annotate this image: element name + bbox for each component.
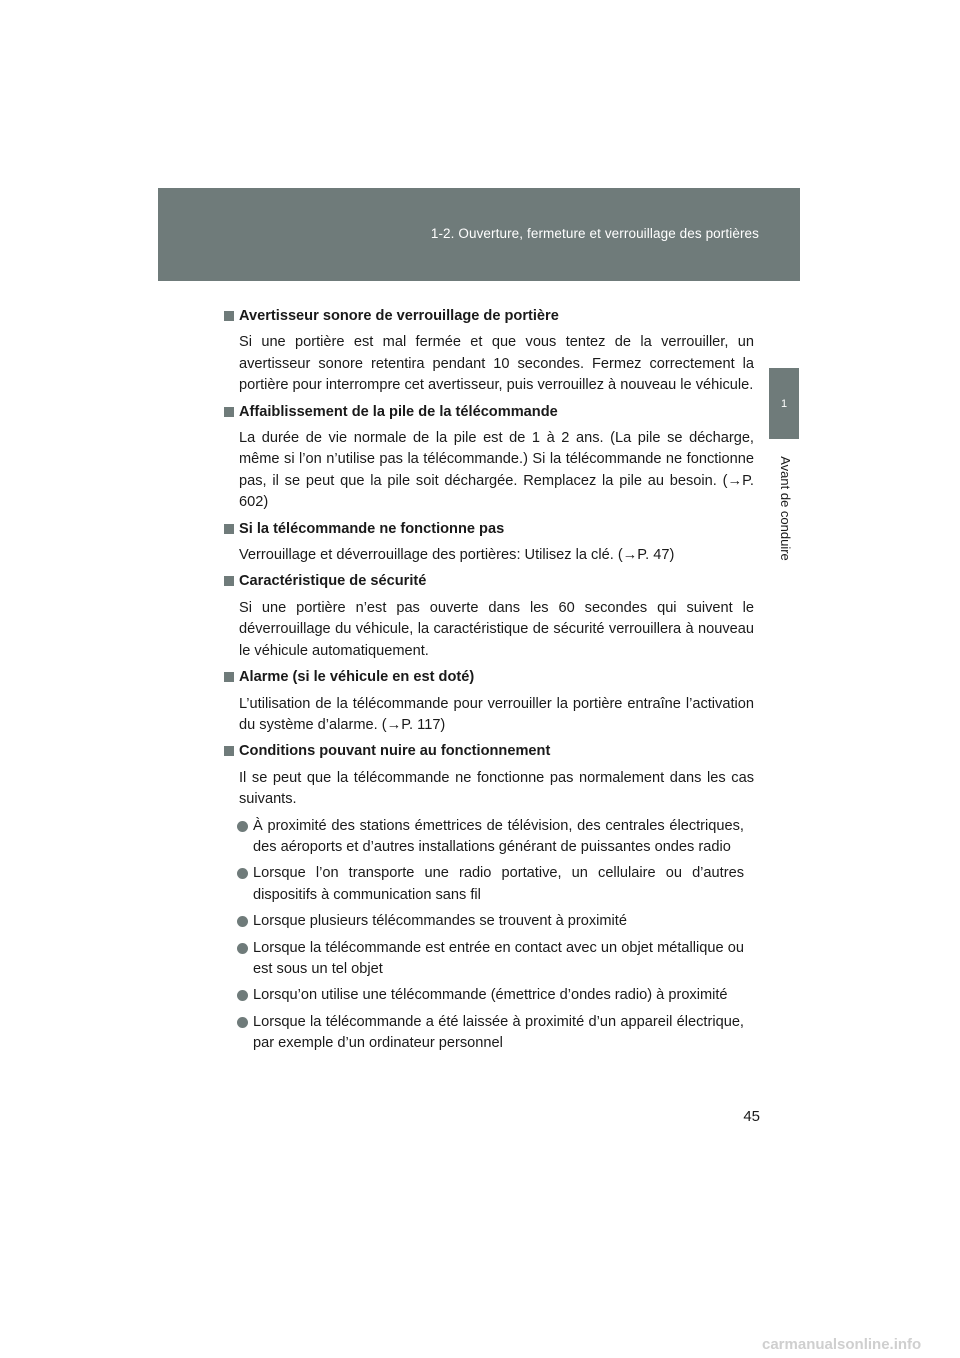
section-text: L’utilisation de la télécommande pour verrouiller la portière entraîne l’activation du système d’alarme. (→P. 117): [239, 695, 754, 733]
chapter-title: 1-2. Ouverture, fermeture et verrouillage des portières: [430, 226, 759, 241]
section-heading: Conditions pouvant nuire au fonctionnement: [222, 741, 754, 762]
watermark: carmanualsonline.info: [762, 1336, 922, 1353]
circle-bullet-icon: [237, 990, 248, 1001]
section-door-lock-buzzer: [222, 306, 754, 397]
header-band: [158, 188, 800, 281]
square-bullet-icon: [224, 746, 234, 756]
square-bullet-icon: [224, 524, 234, 534]
section-heading: Alarme (si le véhicule en est doté): [222, 667, 754, 688]
chapter-side-label: [775, 448, 795, 568]
square-bullet-icon: [224, 672, 234, 682]
section-text: Il se peut que la télécommande ne fonctionne pas normalement dans les cas suivants.: [239, 769, 754, 808]
list-item: Lorsque plusieurs télécommandes se trouvent à proximité: [222, 911, 744, 932]
circle-bullet-icon: [237, 916, 248, 927]
circle-bullet-icon: [237, 1017, 248, 1028]
section-text: Verrouillage et déverrouillage des portières: Utilisez la clé. (→P. 47): [239, 547, 675, 564]
circle-bullet-icon: [237, 868, 248, 879]
section-text: Si une portière n’est pas ouverte dans les 60 secondes qui suivent le déverrouillage du véhicule, la caractéristique de sécurité verrouillera à nouveau le véhicule automatiquement.: [239, 599, 754, 659]
section-text: Si une portière est mal fermée et que vous tentez de la verrouiller, un avertisseur sonore retentira pendant 10 secondes. Fermez correctement la portière pour interrompre cet avertisseur, puis verrouillez à nouveau le véhicule.: [239, 334, 754, 394]
square-bullet-icon: [224, 407, 234, 417]
section-heading: Affaiblissement de la pile de la télécommande: [222, 402, 754, 423]
circle-bullet-icon: [237, 821, 248, 832]
list-item: Lorsque la télécommande est entrée en contact avec un objet métallique ou est sous un tel objet: [222, 938, 744, 981]
list-item: À proximité des stations émettrices de télévision, des centrales électriques, des aéroports et d’autres installations générant de puissantes ondes radio: [222, 816, 744, 859]
section-security-feature: [222, 571, 754, 662]
section-text: La durée de vie normale de la pile est de 1 à 2 ans. (La pile se décharge, même si l’on n’utilise pas la télécommande.) Si la télécommande ne fonctionne pas, il se peut que la pile soit déchargée. Remplacez la pile au besoin. (→P. 602): [239, 430, 754, 511]
section-battery-depletion: [222, 402, 754, 514]
list-item: Lorsqu’on utilise une télécommande (émettrice d’ondes radio) à proximité: [222, 985, 744, 1006]
chapter-side-label-text: Avant de conduire: [777, 455, 793, 561]
section-operating-conditions: [222, 741, 754, 1054]
section-alarm: [222, 667, 754, 736]
page-number: 45: [743, 1108, 760, 1125]
section-heading: Si la télécommande ne fonctionne pas: [222, 519, 754, 540]
list-item: Lorsque l’on transporte une radio portative, un cellulaire ou d’autres dispositifs à communication sans fil: [222, 863, 744, 906]
list-item: Lorsque la télécommande a été laissée à proximité d’un appareil électrique, par exemple d’un ordinateur personnel: [222, 1012, 744, 1055]
chapter-tab: 1: [769, 368, 799, 439]
page-content: [222, 306, 754, 1060]
square-bullet-icon: [224, 311, 234, 321]
circle-bullet-icon: [237, 943, 248, 954]
square-bullet-icon: [224, 576, 234, 586]
section-remote-not-working: [222, 519, 754, 567]
section-heading: Avertisseur sonore de verrouillage de portière: [222, 306, 754, 327]
section-heading: Caractéristique de sécurité: [222, 571, 754, 592]
